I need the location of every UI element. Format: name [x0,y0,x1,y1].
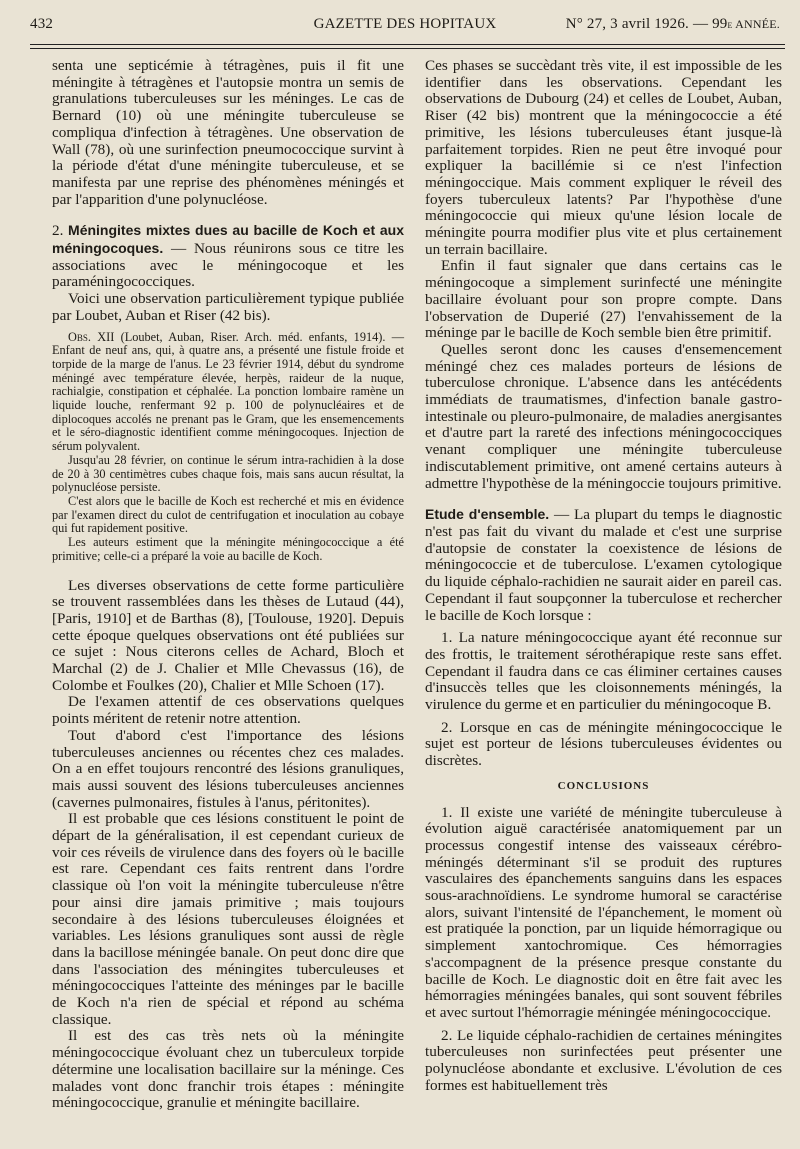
conclusions-heading: CONCLUSIONS [557,779,650,792]
issue-date: N° 27, 3 avril 1926. — 99 [565,16,728,32]
list-item: 1. La nature méningococcique ayant été reconnue sur des frottis, le traitement sérothérapique reste sans effet. Cependant il faudra dans ce cas éliminer certaines causes d'insuccès telles que les cloisonnements méningés, la virulence du germe et en particulier du méningocoque B. [425,629,782,714]
paragraph: Il est des cas très nets où la méningite méningococcique évoluant chez un tuberculeux torpide détermine une localisation bacillaire sur la méninge. Ces malades vont donc franchir trois étapes : méningite méningococcique, granulie et méningite bacillaire. [52,1027,404,1112]
section-title: Etude d'ensemble. [425,506,550,523]
paragraph: Tout d'abord c'est l'importance des lésions tuberculeuses anciennes ou récentes chez ces malades. On a en effet toujours rencontré des lésions granuliques, mais aussi souvent des lésions tuberculeuses anciennes (cavernes pulmonaires, fistules à l'anus, péritonites). [52,726,404,811]
paragraph: senta une septicémie à tétragènes, puis il fit une méningite à tétragènes et l'autopsie montra un semis de granulations tuberculeuses sur les méninges. Le cas de Bernard (10) où une méningite tuberculeuse se compliqua d'infection à tétragènes. Une observation de Wall (78), où une surinfection pneumococcique survint à la période d'état d'une méningite tuberculeuse, et se manifesta par une reprise des phénomènes méningés et par l'apparition d'une polynucléose. [52,57,404,208]
observation-paragraph: Jusqu'au 28 février, on continue le sérum intra-rachidien à la dose de 20 à 30 centimètres cubes chaque fois, mais sans aucun résultat, la polynucléose persiste. [52,452,404,495]
header-rule-thick [30,44,785,45]
page-header [30,16,780,38]
right-column [425,58,782,1094]
issue-year: e ANNÉE. [727,17,780,31]
section-heading-mixed-meningitis [52,222,404,291]
section-title: Méningites mixtes dues au bacille de Koch et aux méningocoques. [52,222,404,257]
paragraph: Il est probable que ces lésions constituent le point de départ de la généralisation, il est cependant curieux de voir ces réveils de virulence dans des foyers où le bacille est rare. Cependant ces faits rentrent dans l'ordre classique où l'on voit la méningite tuberculeuse n'être pour ainsi dire jamais primitive ; mais toujours secondaire à des lésions tuberculeuses éloignées et variables. Les lésions granuliques sont aussi de règle dans la bacillose méningée banale. On peut donc dire que dans l'association des méningites tuberculeuses et méningococciques l'atteinte des méninges par le bacille de Koch n'a rien de spécial et répond au schéma classique. [52,810,404,1028]
section-intro: — La plupart du temps le diagnostic n'est pas fait du vivant du malade et c'est une surprise d'autopsie de constater la coexistence de lésions de méningococcie et de tuberculose. L'examen cytologique du liquide céphalo-rachidien ne saurait aider en pareil cas. Cependant il faut soupçonner la tuberculose et rechercher le bacille de Koch lorsque : [425,506,783,624]
observation-text: — Enfant de neuf ans, qui, à quatre ans, a présenté une fistule froide et torpide de la marge de l'anus. Le 23 février 1914, début du syndrome méningé avec température élevée, herpès, raideur de la nuque, rachialgie, constipation et céphalée. La ponction lombaire ramène un liquide louche, renfermant 92 p. 100 de polynucléaires et de diplocoques accolés ne prenant pas le Gram, que les ensemencements et le séro-diagnostic identifient comme méningocoques. Injection de sérum polyvalent. [52,329,405,454]
list-item: 2. Lorsque en cas de méningite méningococcique le sujet est porteur de lésions tuberculeuses évidentes ou discrètes. [425,718,782,770]
list-item: 1. Il existe une variété de méningite tuberculeuse à évolution aiguë caractérisée anatomiquement par un processus congestif intense des vaisseaux cérébro-méningés déterminant s'il se produit des ruptures vasculaires des épanchements sanguins dans les espaces sous-arachnoïdiens. Le syndrome humoral se caractérise alors, suivant l'intensité de l'épanchement, le moment où est pratiquée la ponction, par un liquide hémorragique ou simplement xantochromique. Ces hémorragies s'accompagnent de la présence presque constante du bacille de Koch. Le diagnostic doit en être fait avec les hémorragies méningées banales, qui sont souvent fébriles et avec surtout l'hémorragie méningée méningococcique. [425,803,782,1021]
section-heading-overview [425,506,782,624]
section-number: 2. [52,222,64,240]
list-item: 2. Le liquide céphalo-rachidien de certaines méningites tuberculeuses non surinfectées peut présenter une polynucléose abondante et exclusive. L'évolution de ces formes est habituellement très [425,1026,782,1094]
paragraph: Les diverses observations de cette forme particulière se trouvent rassemblées dans les thèses de Lutaud (44), [Paris, 1910] et de Barthas (8), [Toulouse, 1920]. Depuis cette époque quelques observations ont été publiées sur ce sujet : Nous citerons celles de Achard, Bloch et Marchal (2) de J. Chalier et Mlle Chevassus (16), de Colombe et Foulkes (20), Chalier et Mlle Schoen (17). [52,576,404,694]
observation-block [52,331,404,454]
observation-paragraph: Les auteurs estiment que la méningite méningococcique a été primitive; celle-ci a préparé la voie au bacille de Koch. [52,535,404,563]
observation-label: Obs. XII [68,329,115,344]
paragraph: Enfin il faut signaler que dans certains cas le méningocoque a simplement surinfecté une méningite bacillaire évoluant pour son propre compte. Dans l'observation de Duperié (27) l'envahissement de la méninge par le bacille de Koch semble bien être primitif. [425,257,782,342]
paragraph: De l'examen attentif de ces observations quelques points méritent de retenir notre attention. [52,693,404,728]
paragraph: Quelles seront donc les causes d'ensemencement méningé chez ces malades porteurs de lésions de tuberculose chronique. L'absence dans les antécédents immédiats de traumatismes, d'infection banale gastro-intestinale ou pleuro-pulmonaire, de maladies anergisantes et d'autre part la rareté des infections méningococciques venant compliquer une méningite tuberculeuse indiscutablement primitive, ont amené certains auteurs à admettre l'hypothèse de la méningoccie toujours primitive. [425,340,782,492]
paragraph: Voici une observation particulièrement typique publiée par Loubet, Auban et Riser (42 bis). [52,290,404,324]
observation-reference: (Loubet, Auban, Riser. Arch. méd. enfants, 1914). [120,329,386,344]
observation-paragraph: C'est alors que le bacille de Koch est recherché et mis en évidence par l'examen direct du culot de centrifugation et inoculation au cobaye qui fut rapidement positive. [52,493,404,536]
left-column [52,58,404,1112]
page-number: 432 [30,16,54,32]
issue-info [566,16,780,33]
section-intro: — Nous réunirons sous ce titre les associations avec le méningocoque et les paraméningococciques. [52,240,404,291]
paragraph: Ces phases se succèdant très vite, il est impossible de les identifier dans les observations. Cependant les observations de Dubourg (24) et celles de Loubet, Auban, Riser (42 bis) montrent que la méningococcie a été primitive, les lésions tuberculeuses étant jusque-là parfaitement torpides. Rien ne peut être invoqué pour expliquer la bacillémie si ce n'est l'infection méningoccique. Mais comment expliquer le réveil des foyers tuberculeux latents? Par l'hypothèse d'une méningococcie qui mieux qu'une lésion locale de méningite pourra modifier plus vite et plus certainement un terrain bacillaire. [425,57,782,258]
journal-title: GAZETTE DES HOPITAUX [313,16,497,32]
header-rule-thin [30,48,785,49]
